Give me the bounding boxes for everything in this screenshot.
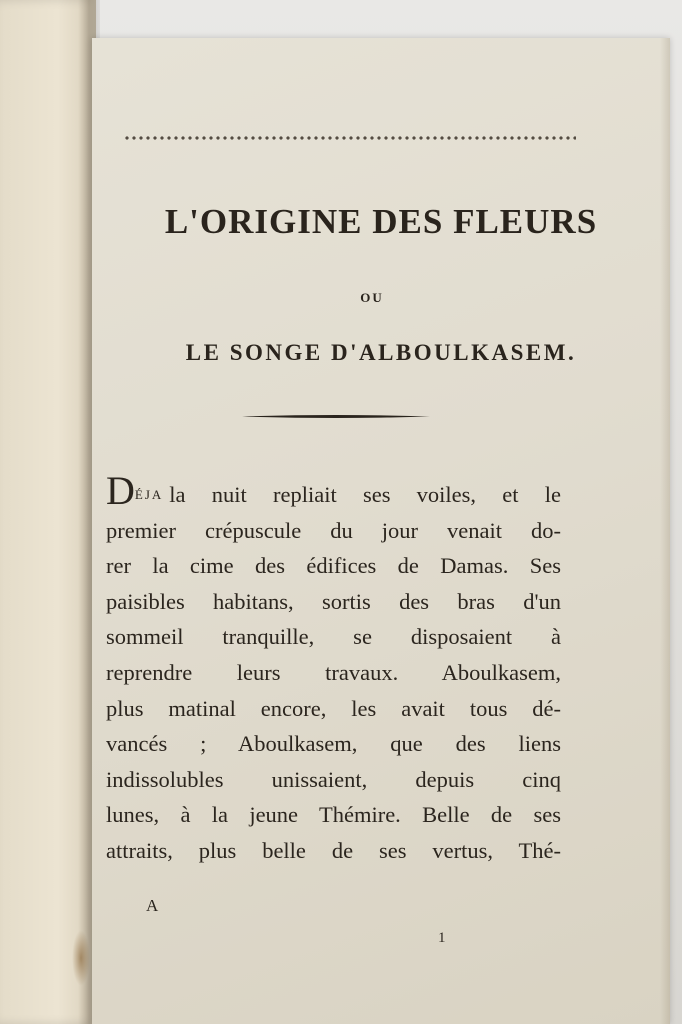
book-page — [92, 38, 670, 1024]
body-paragraph — [106, 468, 561, 869]
text-line-11: attraits, plus belle de ses vertus, Thé- — [106, 837, 561, 863]
text-line-9: indissolubles unissaient, depuis cinq — [106, 766, 561, 792]
chapter-subtitle: LE SONGE D'ALBOULKASEM. — [185, 340, 577, 365]
drop-cap: D — [106, 468, 135, 513]
decorative-rule — [242, 414, 430, 419]
ornamental-border — [124, 134, 576, 142]
text-line-6: reprendre leurs travaux. Aboulkasem, — [106, 659, 561, 685]
text-line-1 — [106, 468, 561, 513]
text-line-8: vancés ; Aboulkasem, que des liens — [106, 731, 561, 757]
text-line-3: rer la cime des édifices de Damas. Ses — [106, 553, 561, 579]
chapter-title: L'ORIGINE DES FLEURS — [164, 202, 598, 241]
page-stain — [72, 930, 90, 986]
text-line-10: lunes, à la jeune Thémire. Belle de ses — [106, 802, 561, 828]
text-line-4: paisibles habitans, sortis des bras d'un — [106, 588, 561, 614]
text-line-5: sommeil tranquille, se disposaient à — [106, 624, 561, 650]
small-caps: ÉJA — [134, 487, 164, 502]
signature-mark: A — [146, 896, 159, 915]
title-connector: OU — [360, 290, 384, 305]
text-line-2: premier crépuscule du jour venait do- — [106, 517, 561, 543]
text-line-7: plus matinal encore, les avait tous dé- — [106, 695, 561, 721]
page-number: 1 — [438, 930, 446, 946]
page-edge-shadow — [660, 38, 670, 1024]
line-text: la nuit repliait ses voiles, et le — [169, 482, 561, 507]
